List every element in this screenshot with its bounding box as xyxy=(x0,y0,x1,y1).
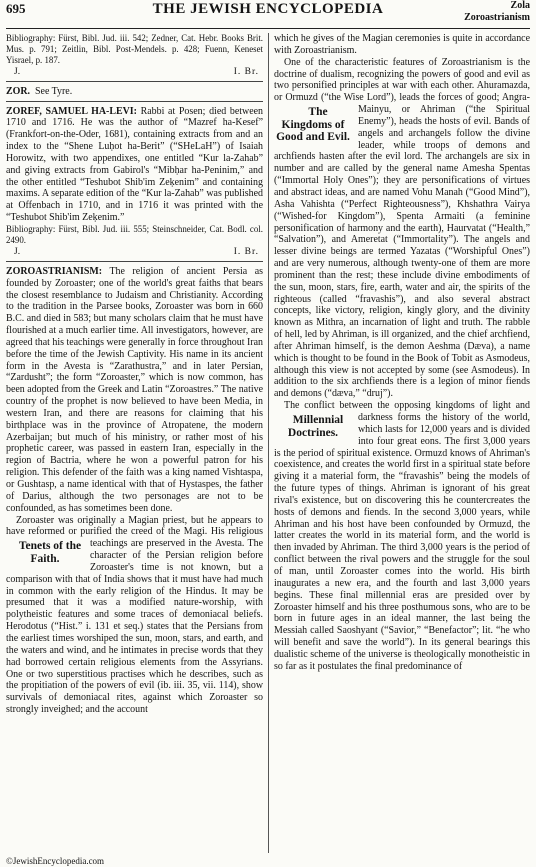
entry-zoroastrianism-heading: ZOROASTRIANISM: xyxy=(6,265,103,277)
signature-code: J. xyxy=(14,246,21,257)
bibliography-zola: Bibliography: Fürst, Bibl. Jud. iii. 542; Zedner, Cat. Hebr. Books Brit. Mus. p. 791; Zeitlin, Bibl. Post-Mendels. p. 428; Fuenn, Keneset Yisrael, p. 187. xyxy=(6,33,263,65)
signature-zola xyxy=(6,66,263,78)
paragraph-text: Avesta. The character of the Persian religion before Zoroaster's time is not known, but a comparison with that of India shows that it must have had much in common with the early religion of the Hindus. It may be presumed that it was a modified nature-worship, with polytheistic features and some traces of demoniacal beliefs. Herodotus (“Hist.” i. 131 et seq.) states that the Persians from the earliest times worshiped the sun, moon, stars, and earth, and the waters and wind, and he intimates in precise words that they had borrowed certain religious elements from the Assyrians. One or two superstitious practises which he describes, such as the propitiation of the powers of evil (ib. iii. 35, vii. 114), show survivals of demoniacal rites, against which Zoroaster so strongly inveighed; and the account xyxy=(6,538,263,716)
copyright-footer: ©JewishEncyclopedia.com xyxy=(6,856,105,866)
entry-zoroastrianism-intro xyxy=(6,266,263,515)
paragraph-conflict xyxy=(274,400,530,672)
signature-author: I. Br. xyxy=(233,66,259,77)
paragraph-text: The conflict between the opposing kingdoms of light and darkness forms the history of the world, xyxy=(284,400,530,423)
entry-zoref-text: Rabbi at Posen; died between 1710 and 1716. He was the author of “Mazref ha-Kesef” (Frankfort-on-the-Oder, 1681), containing extracts from and an index to the “Shene Luḥot ha-Berit” (“SHeLaH”) of Isaiah Horowitz, with two appendixes, one entitled “Kur la-Zahab” and giving extracts from Gabirol's “Mibḥar ha-Peninim,” and the other entitled “Teshubot Shib'im Zeḳenim” and containing maxims. A separate edition of the “Kur la-Zahab” was published at Offenbach in 1710, and in 1716 it was printed with the “Teshubot Shib'im Zeḳenim.” xyxy=(6,105,263,224)
sidenote-tenets: Tenets of the Faith. xyxy=(18,540,82,565)
signature-author: I. Br. xyxy=(233,246,259,257)
sidenote-kingdoms: The Kingdoms of Good and Evil. xyxy=(276,106,350,144)
paragraph-text: Zoroaster was originally a Magian priest, but he appears to have reformed or purified the creed of the Magi. His religious teachings are preserved in the xyxy=(6,514,263,550)
article-divider xyxy=(6,81,263,82)
catchword-first: Zola xyxy=(510,0,530,11)
entry-zor-heading: ZOR. xyxy=(6,85,31,97)
paragraph-text: One of the characteristic features of Zoroastrianism is the doctrine of dualism, recognizing the powers of good and evil as two personified principles at war with each other. Ahuramazda, or Ormuzd (“the Wise Lord”), leads the forces of good; Angra- xyxy=(274,56,530,104)
entry-zoref xyxy=(6,106,263,224)
article-divider xyxy=(6,261,263,262)
page-number: 695 xyxy=(6,1,26,16)
page-header xyxy=(6,0,530,29)
entry-zor-text: See Tyre. xyxy=(35,85,73,97)
right-column xyxy=(274,33,530,853)
paragraph-text: Mainyu, or Ahriman (“the Spiritual Enemy”), heads the hosts of evil. Bands of angels and archangels follow the divine leader, while troops of demons and archfiends hasten after the evil lord. The archangels are six in number and are called by the general name Amesha Spentas (“Immortal Holy Ones”); they are personifications of virtues and abstract ideas, and are named Vohu Manah (“Good Mind”), Asha Vahishta (“Perfect Righteousness”), Khshathra Vairya (“Wished-for Kingdom”), Spenta Armaiti (a feminine personification of harmony and the earth), Haurvatat (“Health,” “Salvation”), and Ameretat (“Immortality”). The angels and lesser divine beings are termed Yazatas (“Worshipful Ones”) and are very numerous, although twenty-one of them are more prominent than the rest; these include divine embodiments of the sun, moon, stars, fire, earth, water and air, the spirits of the righteous (called “fravashis”), and also several abstract concepts, like victory, religion, kingly glory, and the divinity known as Mithra, an incarnation of light and truth. The rabble of hell, led by Ahriman, is ill organized, and the chief archfiend, after Ahriman himself, is the demon Aeshma (Dæva), a name which is thought to be found in the Book of Tobit as Asmodeus, although this view is not accepted by some (see Asmodeus). In addition to the six archfiends there is a legion of minor fiends and demons (“dæva,” “druj”). xyxy=(274,104,530,400)
paragraph-magian-priest xyxy=(6,515,263,716)
entry-zoref-heading: ZOREF, SAMUEL HA-LEVI: xyxy=(6,105,137,117)
text-columns xyxy=(6,33,530,853)
running-title: THE JEWISH ENCYCLOPEDIA xyxy=(152,1,384,17)
catchwords xyxy=(464,0,530,24)
paragraph-continuation: which he gives of the Magian ceremonies is quite in accordance with Zoroastrianism. xyxy=(274,33,530,56)
bibliography-zoref: Bibliography: Fürst, Bibl. Jud. iii. 555; Steinschneider, Cat. Bodl. col. 2490. xyxy=(6,224,263,245)
article-divider xyxy=(6,101,263,102)
column-rule xyxy=(268,33,269,853)
catchword-last: Zoroastrianism xyxy=(464,12,530,23)
entry-zoroastrianism-text: The religion of ancient Persia as founded by Zoroaster; one of the world's great faiths that bears the closest resemblance to Judaism and Christianity. According to the tradition in the Parsee books, Zoroaster was born in 660 B.C. and died in 583; but many scholars claim that he must have flourished at a much earlier time. All investigators, however, are agreed that his teachings were generally in force throughout Iran before the time of the Jewish Captivity. His name in its ancient form in the Avesta is “Zarathustra,” and in later Persian, “Zardusht”; the form “Zoroaster,” which is now common, has been adopted from the Greek and Latin “Zoroastres.” The native country of the prophet is now believed to have been Media, in western Iran, and there are reasons for claiming that his birthplace was in the province of Atropatene, the modern Azerbaijan; but much of his ministry, or rather most of his prophetic career, was passed in eastern Iran, especially in the region of Bactria, where he won a powerful patron for his religion. This defender of the faith was a king named Vishtaspa, or Gushtasp, a name identical with that of Hystaspes, the father of Darius, although the two personages are not to be confounded, as has sometimes been done. xyxy=(6,265,263,514)
signature-code: J. xyxy=(14,66,21,77)
left-column xyxy=(6,33,263,853)
signature-zoref xyxy=(6,246,263,258)
sidenote-millennial: Millennial Doctrines. xyxy=(287,414,344,439)
paragraph-text: which lasts for 12,000 years and is divided into four great eons. The first 3,000 years is the period of spiritual existence. Ormuzd knows of Ahriman's coexistence, and creates the world first in a spiritual state before giving it a material form, the “fravashis” being the models of the future types of things. Ahriman is ignorant of his great rival's existence, but on discovering this he countercreates the hosts of demons and fiends. In the second 3,000 years, while Ahriman and his host have been confounded by Ormuzd, the latter creates the world in its material form, and the world is then invaded by Ahriman. The third 3,000 years is the period of conflict between the rival powers and the struggle for the soul of man, until Zoroaster comes into the world. His birth inaugurates a new era, and the fourth and last 3,000 years begins. These final millennial eras are presided over by Zoroaster himself and his three posthumous sons, who are to be born in future ages in an ideal manner, the last being the Messiah called Saoshyant (“Savior,” “Benefactor”; lit. “he who will benefit and save the world”). In its general bearings this dualistic scheme of the universe is theologically monotheistic in so far as it postulates the final predominance of xyxy=(274,423,530,672)
entry-zor xyxy=(6,86,263,98)
paragraph-dualism xyxy=(274,57,530,400)
